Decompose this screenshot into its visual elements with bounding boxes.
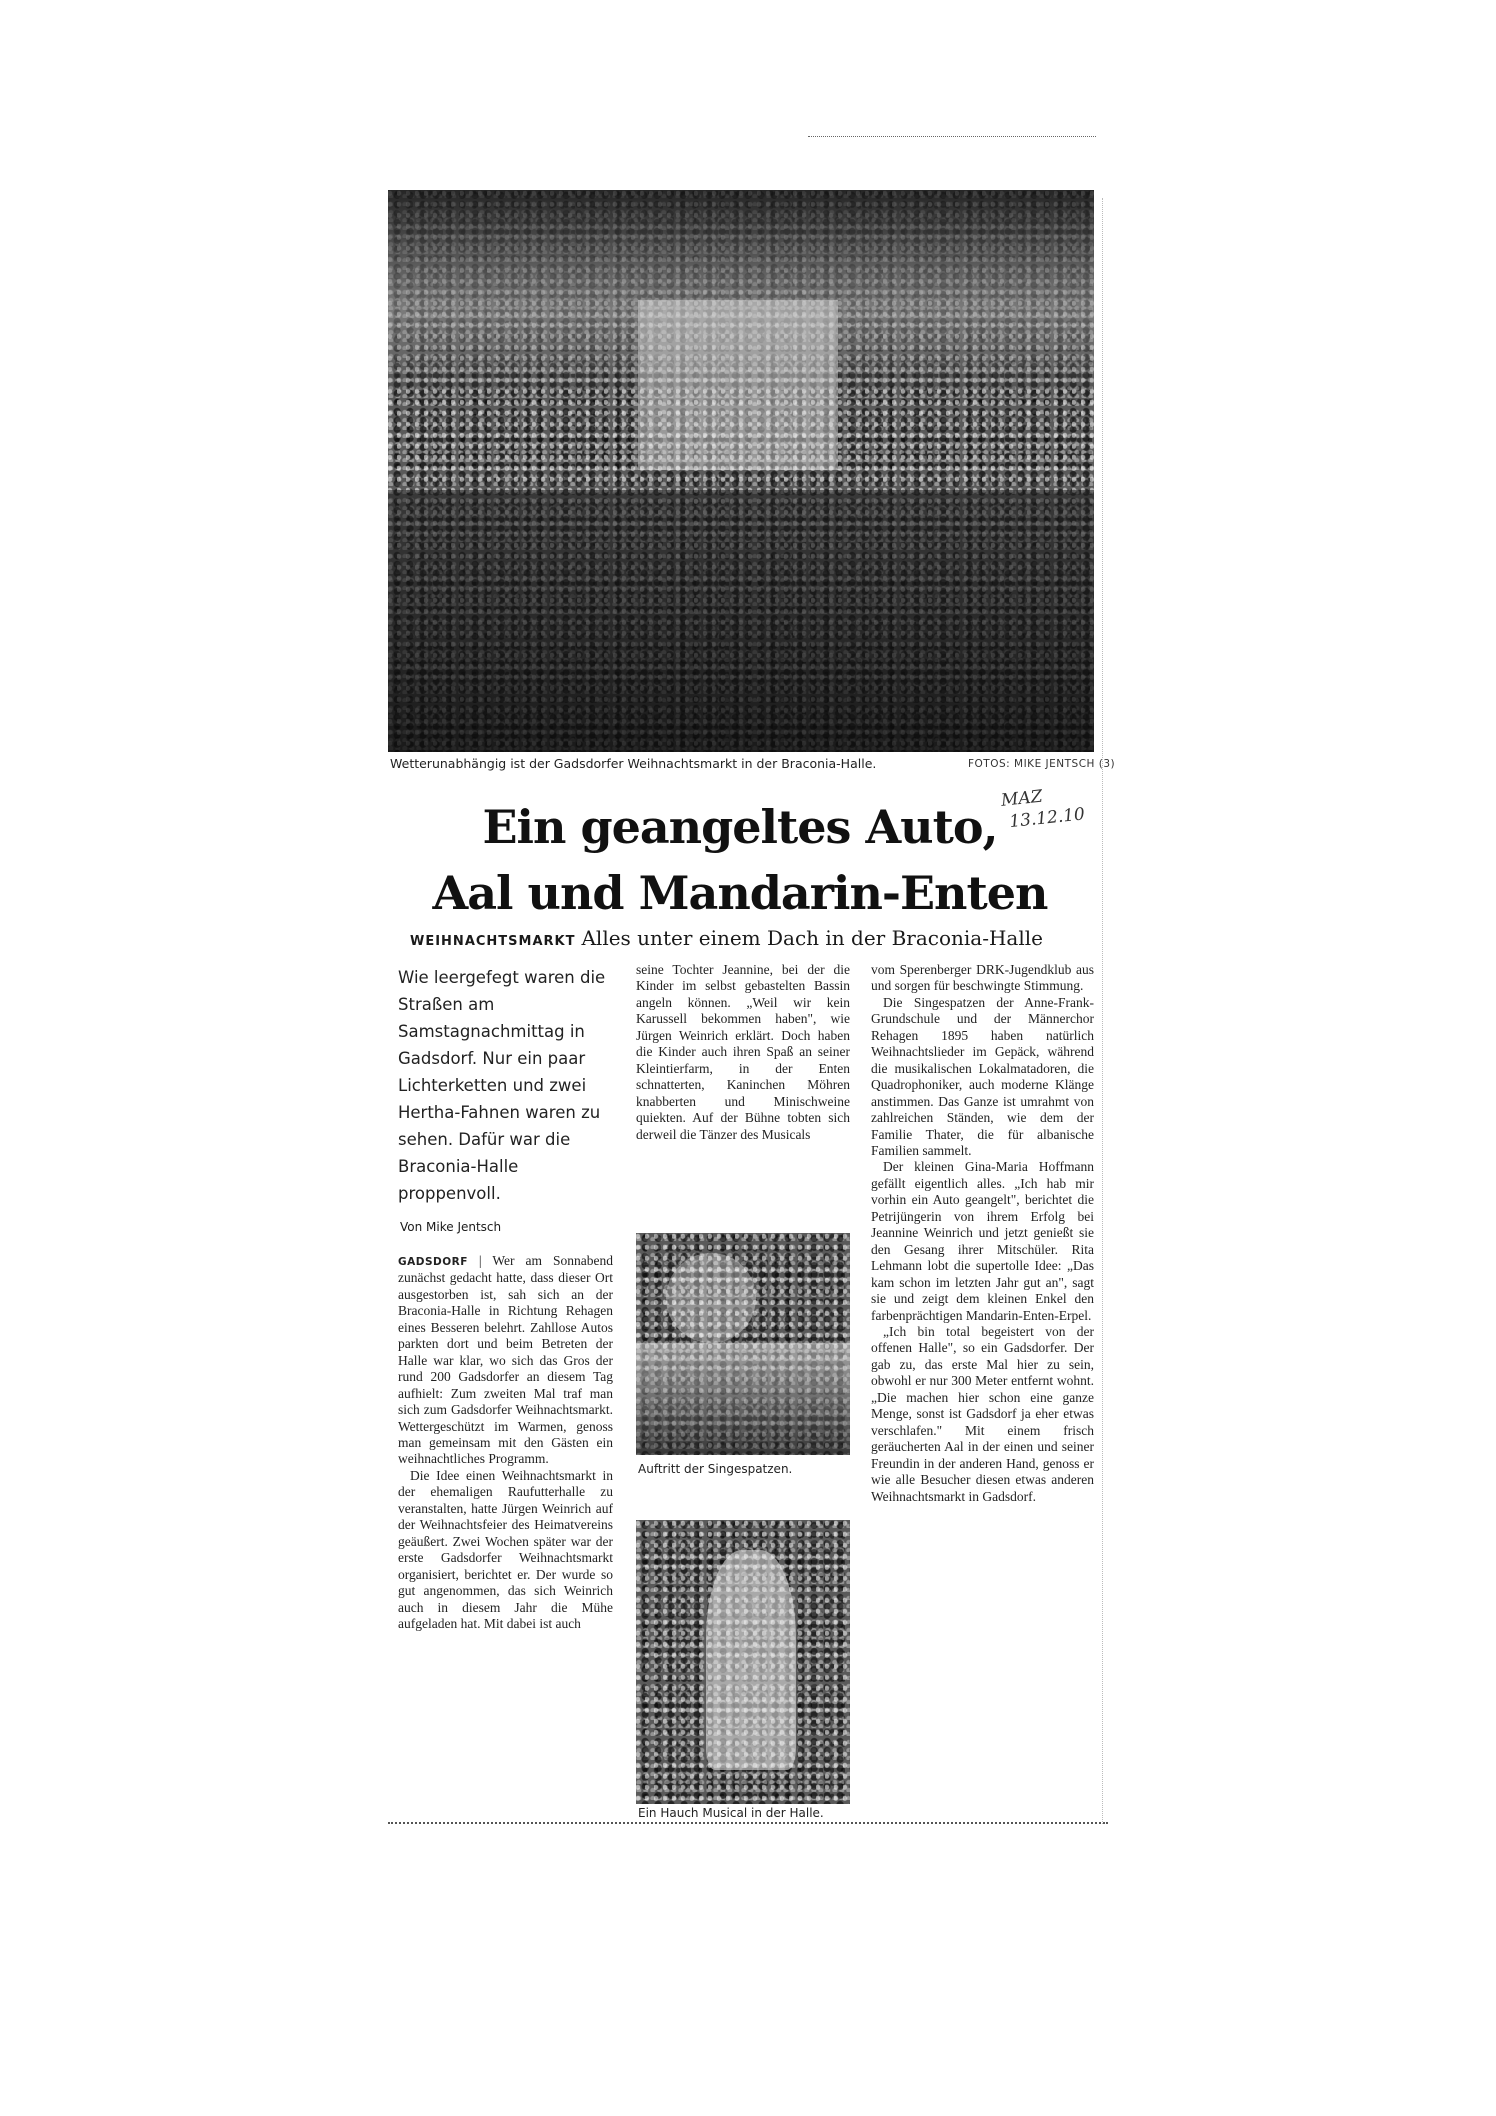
lead-text: Wie leergefegt waren die Straßen am Samstagnachmittag in Gadsdorf. Nur ein paar Lichterketten und zwei Hertha-Fahnen waren zu sehen. Dafür war die Braconia-Halle proppenvoll. <box>398 968 606 1203</box>
performers <box>636 1343 850 1455</box>
handwritten-note-line1: MAZ <box>1000 786 1044 811</box>
byline: Von Mike Jentsch <box>400 1220 502 1234</box>
article-paragraph: Der kleinen Gina-Maria Hoffmann gefällt eigentlich alles. „Ich hab mir vorhin ein Auto geangelt", berichtet die Petrijüngerin von ihrem Erfolg bei Jeannine Weinrich und jetzt genießt sie den Gesang ihrer Mitschüler. Rita Lehmann lobt die supertolle Idee: „Das kam schon im letzten Jahr gut an", sagt sie und zeigt dem kleinen Enkel den farbenprächtigen Mandarin-Enten-Erpel. <box>871 1159 1094 1323</box>
hall-stage <box>638 300 838 470</box>
photo-singespatzen-caption: Auftritt der Singespatzen. <box>638 1462 793 1476</box>
article-paragraph: vom Sperenberger DRK-Jugendklub aus und sorgen für beschwingte Stimmung. <box>871 962 1094 994</box>
dateline: GADSDORF <box>398 1256 468 1268</box>
subheadline-kicker: WEIHNACHTSMARKT <box>410 934 576 949</box>
right-column-rule <box>1102 198 1103 1824</box>
main-photo <box>388 190 1094 752</box>
headline-line2: Aal und Mandarin-Enten <box>432 866 1048 920</box>
lead-paragraph <box>398 964 612 1207</box>
photo-musical <box>636 1520 850 1804</box>
subheadline-text: Alles unter einem Dach in der Braconia-Halle <box>581 926 1043 950</box>
handwritten-note-line2: 13.12.10 <box>1008 804 1086 833</box>
article-paragraph: Die Idee einen Weihnachtsmarkt in der ehemaligen Raufutterhalle zu veranstalten, hatte Jürgen Weinrich auf der Weihnachtsfeier des Heimatvereins geäußert. Zwei Wochen später war der erste Gadsdorfer Weihnachtsmarkt organisiert, berichtet er. Der wurde so gut angenommen, das sich Weinrich auch in diesem Jahr die Mühe aufgeladen hat. Mit dabei ist auch <box>398 1467 613 1631</box>
article-paragraph: Die Singespatzen der Anne-Frank-Grundschule und der Männerchor Rehagen 1895 haben natürlich Weihnachtslieder im Gepäck, während die musikalischen Lokalmatadoren, die Quadrophoniker, auch moderne Klänge anstimmen. Das Ganze ist umrahmt von zahlreichen Ständen, wie dem der Familie Thater, die für albanische Familien sammelt. <box>871 994 1094 1158</box>
article-column-right <box>871 962 1094 1505</box>
dancer <box>706 1550 796 1770</box>
top-rule <box>808 136 1096 137</box>
subheadline <box>410 926 1043 950</box>
photo-credit: FOTOS: MIKE JENTSCH (3) <box>968 758 1116 770</box>
stage-light <box>666 1253 756 1343</box>
article-column-middle <box>636 962 850 1143</box>
article-paragraph: seine Tochter Jeannine, bei der die Kinder im selbst gebastelten Bassin angeln können. „Weil wir kein Karussell bekommen haben", wie Jürgen Weinrich erklärt. Doch haben die Kinder auch ihren Spaß an seiner Kleintierfarm, in der Enten schnatterten, Kaninchen Möhren knabberten und Minischweine quiekten. Auf der Bühne tobten sich derweil die Tänzer des Musicals <box>636 962 850 1142</box>
bottom-rule <box>388 1822 1108 1824</box>
article-paragraph: GADSDORF | Wer am Sonnabend zunächst gedacht hatte, dass dieser Ort ausgestorben ist, sah sich an der Braconia-Halle in Richtung Rehagen eines Besseren belehrt. Zahllose Autos parkten dort und beim Betreten der Halle war klar, wo sich das Gros der rund 200 Gadsdorfer an diesem Tag aufhielt: Zum zweiten Mal traf man sich zum Gadsdorfer Weihnachtsmarkt. Wettergeschützt im Warmen, genoss man gemeinsam mit den Gästen ein weihnachtliches Programm. <box>398 1253 613 1467</box>
photo-musical-caption: Ein Hauch Musical in der Halle. <box>638 1806 824 1820</box>
main-photo-caption: Wetterunabhängig ist der Gadsdorfer Weihnachtsmarkt in der Braconia-Halle. <box>390 756 877 771</box>
headline <box>420 794 1060 926</box>
photo-singespatzen <box>636 1233 850 1455</box>
crowd <box>388 490 1094 752</box>
paragraph-text: Wer am Sonnabend zunächst gedacht hatte, dass dieser Ort ausgestorben ist, sah sich an der Braconia-Halle in Richtung Rehagen eines Besseren belehrt. Zahllose Autos parkten dort und beim Betreten der Halle war klar, wo sich das Gros der rund 200 Gadsdorfer an diesem Tag aufhielt: Zum zweiten Mal traf man sich zum Gadsdorfer Weihnachtsmarkt. Wettergeschützt im Warmen, genoss man gemeinsam mit den Gästen ein weihnachtliches Programm. <box>398 1253 613 1467</box>
article-paragraph: „Ich bin total begeistert von der offenen Halle", so ein Gadsdorfer. Der gab zu, das erste Mal hier zu sein, obwohl er nur 300 Meter entfernt wohnt. „Die machen hier schon eine ganze Menge, sonst ist Gadsdorf ja eher etwas verschlafen." Mit einem frisch geräucherten Aal in der einen und seiner Freundin in der anderen Hand, genoss er wie alle Besucher diesen etwas anderen Weihnachtsmarkt in Gadsdorf. <box>871 1323 1094 1504</box>
article-column-left <box>398 1253 613 1632</box>
headline-line1: Ein geangeltes Auto, <box>482 800 998 854</box>
